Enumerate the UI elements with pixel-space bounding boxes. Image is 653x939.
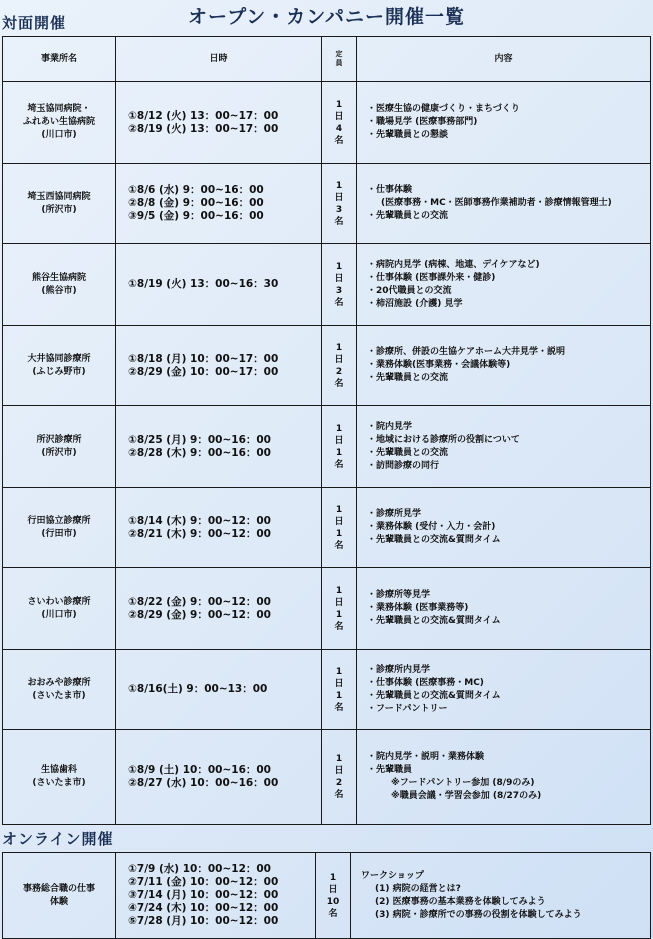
page-title: オープン・カンパニー開催一覧 — [188, 6, 465, 28]
office-name: 事務総合職の仕事 体験 — [3, 853, 116, 939]
event-dates: ①8/16(土) 9：00~13：00 — [116, 650, 322, 730]
event-content: ・院内見学・説明・業務体験 ・先輩職員 ※フードパントリー参加 (8/9のみ) ※職員会議・学習会参加 (8/27のみ) — [357, 730, 651, 825]
event-content: ・診療所見学 ・業務体験 (受付・入力・会計) ・先輩職員との交流&質問タイム — [357, 488, 651, 568]
table-row — [3, 650, 651, 730]
event-content: ・仕事体験 (医療事務・MC・医師事務作業補助者・診療情報管理士) ・先輩職員との交流 — [357, 164, 651, 244]
event-dates: ①8/14 (木) 9：00~12：00 ②8/21 (木) 9：00~12：00 — [116, 488, 322, 568]
capacity: 1 日 2 名 — [322, 326, 357, 406]
office-name: 行田協立診療所 (行田市) — [3, 488, 116, 568]
header-office: 事業所名 — [3, 37, 116, 82]
table-row — [3, 244, 651, 326]
event-dates: ①8/9 (土) 10：00~16：00 ②8/27 (水) 10：00~16：00 — [116, 730, 322, 825]
header-datetime: 日時 — [116, 37, 322, 82]
event-dates: ①8/25 (月) 9：00~16：00 ②8/28 (木) 9：00~16：00 — [116, 406, 322, 488]
table-row — [3, 730, 651, 825]
table-row — [3, 82, 651, 164]
table-row — [3, 164, 651, 244]
event-content: ・診療所、併設の生協ケアホーム大井見学・説明 ・業務体験(医事業務・会議体験等) ・先輩職員との交流 — [357, 326, 651, 406]
office-name: おおみや診療所 (さいたま市) — [3, 650, 116, 730]
table-row — [3, 326, 651, 406]
event-dates: ①8/22 (金) 9：00~12：00 ②8/29 (金) 9：00~12：00 — [116, 568, 322, 650]
office-name: 埼玉西協同病院 (所沢市) — [3, 164, 116, 244]
section-title-online: オンライン開催 — [2, 830, 114, 848]
event-dates: ①7/9 (水) 10：00~12：00 ②7/11 (金) 10：00~12：00 ③7/14 (月) 10：00~12：00 ④7/24 (木) 10：00~12：00 ⑤7/28 (月) 10：00~12：00 — [116, 853, 316, 939]
event-dates: ①8/12 (火) 13：00~17：00 ②8/19 (火) 13：00~17：00 — [116, 82, 322, 164]
capacity: 1 日 2 名 — [322, 730, 357, 825]
table-header-row — [3, 37, 651, 82]
table-row — [3, 488, 651, 568]
header-content: 内容 — [357, 37, 651, 82]
capacity: 1 日 1 名 — [322, 650, 357, 730]
capacity: 1 日 10 名 — [316, 853, 351, 939]
office-name: 熊谷生協病院 (熊谷市) — [3, 244, 116, 326]
event-content: ・病院内見学 (病棟、地連、デイケアなど) ・仕事体験 (医事課外来・健診) ・20代職員との交流 ・柿沼施設 (介護) 見学 — [357, 244, 651, 326]
office-name: 埼玉協同病院・ ふれあい生協病院 (川口市) — [3, 82, 116, 164]
capacity: 1 日 3 名 — [322, 164, 357, 244]
event-dates: ①8/18 (月) 10：00~17：00 ②8/29 (金) 10：00~17：00 — [116, 326, 322, 406]
table-row — [3, 406, 651, 488]
office-name: 生協歯科 (さいたま市) — [3, 730, 116, 825]
event-dates: ①8/19 (火) 13：00~16：30 — [116, 244, 322, 326]
office-name: さいわい診療所 (川口市) — [3, 568, 116, 650]
capacity: 1 日 3 名 — [322, 244, 357, 326]
event-content: ・診療所等見学 ・業務体験 (医事業務等) ・先輩職員との交流&質問タイム — [357, 568, 651, 650]
event-dates: ①8/6 (水) 9：00~16：00 ②8/8 (金) 9：00~16：00 ③9/5 (金) 9：00~16：00 — [116, 164, 322, 244]
capacity: 1 日 4 名 — [322, 82, 357, 164]
header-capacity: 定 員 — [322, 37, 357, 82]
table-row — [3, 568, 651, 650]
office-name: 大井協同診療所 (ふじみ野市) — [3, 326, 116, 406]
capacity: 1 日 1 名 — [322, 406, 357, 488]
section-title-inperson: 対面開催 — [2, 14, 67, 32]
online-table — [2, 852, 651, 939]
event-content: ・診療所内見学 ・仕事体験 (医療事務・MC) ・先輩職員との交流&質問タイム ・フードパントリー — [357, 650, 651, 730]
event-content: ・院内見学 ・地域における診療所の役割について ・先輩職員との交流 ・訪問診療の同行 — [357, 406, 651, 488]
capacity: 1 日 1 名 — [322, 568, 357, 650]
event-content: ワークショップ (1) 病院の経営とは? (2) 医療事務の基本業務を体験してみよう (3) 病院・診療所での事務の役割を体験してみよう — [351, 853, 651, 939]
inperson-table — [2, 36, 651, 825]
office-name: 所沢診療所 (所沢市) — [3, 406, 116, 488]
capacity: 1 日 1 名 — [322, 488, 357, 568]
table-row — [3, 853, 651, 939]
event-content: ・医療生協の健康づくり・まちづくり ・職場見学 (医療事務部門) ・先輩職員との懇談 — [357, 82, 651, 164]
